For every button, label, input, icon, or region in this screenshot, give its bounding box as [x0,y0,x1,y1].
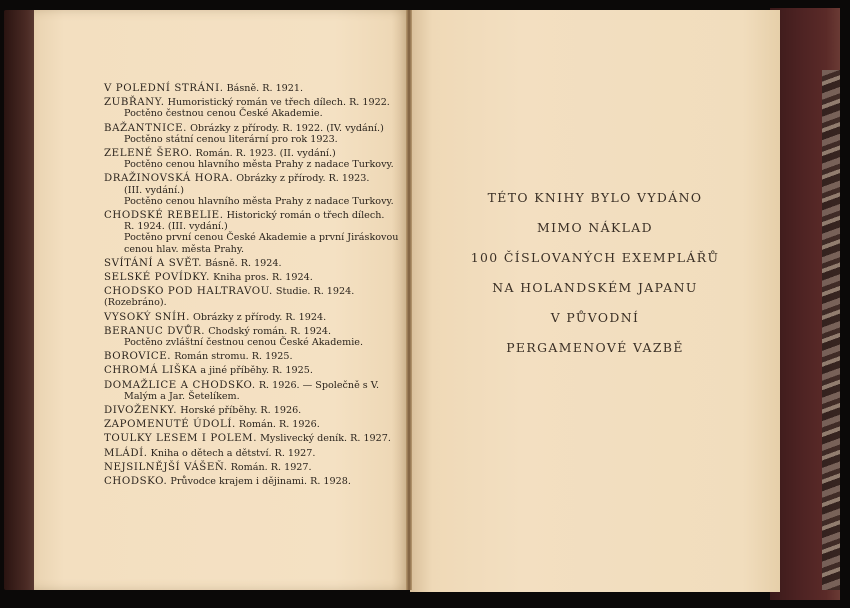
bibliography-entry [104,448,404,459]
entry-title: TOULKY LESEM I POLEM. [104,433,258,445]
bibliography-entry [104,365,404,376]
entry-details: Kniha pros. R. 1924. [213,272,313,284]
entry-title: ZUBŘANY. [104,97,165,109]
entry-details: Román. R. 1927. [230,461,312,473]
entry-note: Poctěno cenou hlavního města Prahy z nadace Turkovy. [124,159,394,171]
bibliography-entry [104,380,404,402]
entry-details: Obrázky z přírody. R. 1923. [236,173,370,185]
bibliography-entry [104,83,404,94]
entry-details: Myslivecký deník. R. 1927. [260,433,391,445]
entry-title: DRAŽINOVSKÁ HORA. [104,173,234,185]
bibliography-entry [104,258,404,269]
entry-title: VYSOKÝ SNÍH. [104,311,190,323]
entry-note: (III. vydání.) [124,184,184,196]
bibliography-list [104,83,404,490]
entry-title: CHROMÁ LIŠKA [104,365,198,377]
entry-title: CHODSKO. [104,476,168,488]
entry-title: MLÁDÍ. [104,447,148,459]
entry-title: BERANUC DVŮR. [104,325,206,337]
entry-title: V POLEDNÍ STRÁNI. [104,83,224,94]
colophon-line: PERGAMENOVÉ VAZBĚ [506,340,684,355]
entry-note: Poctěno první cenou České Akademie a první Jiráskovou cenou hlav. města Prahy. [124,232,399,255]
entry-details: Humoristický román ve třech dílech. R. 1922. [167,97,390,109]
colophon-line: V PŮVODNÍ [550,310,640,325]
bibliography-entry [104,312,404,323]
entry-title: ZELENÉ ŠERO. [104,148,193,160]
entry-details: Průvodce krajem i dějinami. R. 1928. [170,476,351,488]
entry-details: Studie. R. 1924. (Rozebráno). [104,286,355,309]
bibliography-entry [104,286,404,308]
entry-note: Malým a Jar. Šetelíkem. [124,390,240,402]
colophon-text [440,183,750,363]
entry-details: Básně. R. 1921. [226,83,304,94]
marbled-page-edge [822,70,840,590]
bibliography-entry [104,351,404,362]
entry-title: BOROVICE. [104,351,172,363]
bibliography-entry [104,97,404,119]
entry-details: Historický román o třech dílech. [226,210,385,222]
colophon-line: 100 ČÍSLOVANÝCH EXEMPLÁŘŮ [470,250,720,265]
bibliography-entry [104,405,404,416]
entry-details: Obrázky z přírody. R. 1924. [193,311,327,323]
entry-title: CHODSKÉ REBELIE. [104,210,224,222]
entry-details: a jiné příběhy. R. 1925. [200,365,313,377]
entry-title: SELSKÉ POVÍDKY. [104,272,211,284]
entry-title: NEJSILNĚJŠÍ VÁŠEŇ. [104,461,228,473]
entry-details: Básně. R. 1924. [205,257,282,269]
bibliography-entry [104,419,404,430]
entry-details: Román. R. 1926. [238,419,320,431]
bibliography-entry [104,462,404,473]
entry-details: Chodský román. R. 1924. [208,325,332,337]
entry-details: Román. R. 1923. (II. vydání.) [195,148,336,160]
entry-note: Poctěno čestnou cenou České Akademie. [124,108,323,120]
bibliography-entry [104,433,404,444]
bibliography-entry [104,272,404,283]
entry-title: CHODSKO POD HALTRAVOU. [104,286,273,298]
colophon-line: MIMO NÁKLAD [537,220,653,235]
entry-title: DOMAŽLICE A CHODSKO. [104,379,256,391]
entry-details: Román stromu. R. 1925. [174,351,293,363]
bibliography-entry [104,326,404,348]
entry-details: Kniha o dětech a dětství. R. 1927. [150,447,316,459]
entry-details: R. 1926. — Společně s V. [258,379,380,391]
entry-note: R. 1924. (III. vydání.) [124,221,228,233]
bibliography-entry [104,210,404,255]
book-gutter [406,10,412,590]
bibliography-entry [104,123,404,145]
bibliography-entry [104,173,404,207]
entry-title: DIVOŽENKY. [104,405,178,417]
entry-title: ZAPOMENUTÉ ÚDOLÍ. [104,419,236,431]
bibliography-entry [104,148,404,170]
bibliography-entry [104,476,404,487]
colophon-line: TÉTO KNIHY BYLO VYDÁNO [487,190,703,205]
entry-details: Obrázky z přírody. R. 1922. (IV. vydání.) [190,122,384,134]
entry-note: Poctěno cenou hlavního města Prahy z nadace Turkovy. [124,195,394,207]
entry-details: Horské příběhy. R. 1926. [180,405,302,417]
entry-note: Poctěno zvláštní čestnou cenou České Akademie. [124,337,363,349]
entry-title: BAŽANTNICE. [104,122,187,134]
colophon-line: NA HOLANDSKÉM JAPANU [492,280,698,295]
entry-note: Poctěno státní cenou literární pro rok 1923. [124,133,338,145]
entry-title: SVÍTÁNÍ A SVĚT. [104,257,203,269]
